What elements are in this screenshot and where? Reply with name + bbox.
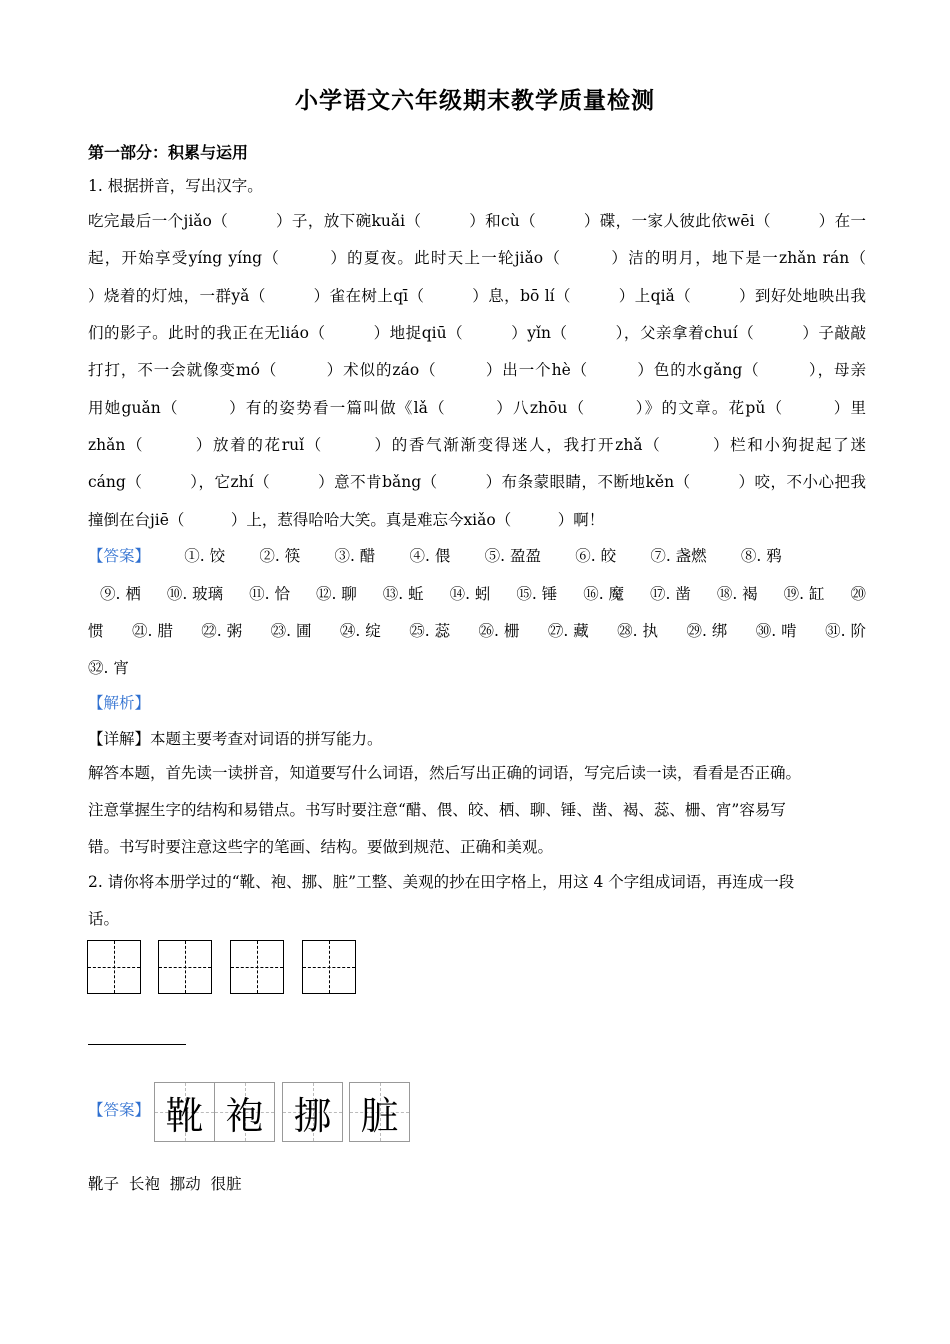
answer-item: ㉓. 圃 xyxy=(270,622,312,640)
answer-item: ⑦. 盏燃 xyxy=(650,547,707,565)
page-title: 小学语文六年级期末教学质量检测 xyxy=(295,88,655,114)
answer-item: ㉑. 腊 xyxy=(131,622,173,640)
answer-char: 挪 xyxy=(293,1093,332,1138)
q1-text-line: 们的影子。此时的我正在无liáo（ ）地捉qiū（ ）yǐn（ ），父亲拿着chuí（ ）子敲敲 xyxy=(88,324,866,342)
q2-answer-label: 【答案】 xyxy=(88,1101,151,1119)
answer-char: 袍 xyxy=(225,1093,264,1138)
answer-item: ⑩. 玻璃 xyxy=(166,585,224,603)
answer-char-box xyxy=(154,1082,215,1142)
q1-text-line: zhǎn（ ）放着的花ruǐ（ ）的香气渐渐变得迷人，我打开zhǎ（ ）栏和小狗捉起了迷 xyxy=(88,436,866,454)
explain-line: 解答本题，首先读一读拼音，知道要写什么词语，然后写出正确的词语，写完后读一读，看看是否正确。 xyxy=(88,764,802,782)
answers-row xyxy=(88,545,866,567)
answer-item: ㉔. 绽 xyxy=(339,622,381,640)
analysis-label: 【解析】 xyxy=(88,694,151,712)
answer-item: ⑱. 褐 xyxy=(716,585,758,603)
q2-prompt: 2. 请你将本册学过的“靴、袍、挪、脏”工整、美观的抄在田字格上，用这 4 个字组成词语，再连成一段 xyxy=(88,873,795,891)
answer-item: ㉙. 绑 xyxy=(686,622,728,640)
answer-char: 脏 xyxy=(360,1093,399,1138)
q2-words: 靴子 长袍 挪动 很脏 xyxy=(88,1175,242,1193)
answer-item: ③. 醋 xyxy=(334,547,376,565)
answer-item: ⑪. 恰 xyxy=(249,585,290,603)
tianzige-box[interactable] xyxy=(302,940,356,994)
answer-item: ④. 偎 xyxy=(409,547,451,565)
answer-item: ⑳ xyxy=(850,585,866,603)
answer-item: ㉜. 宵 xyxy=(88,659,129,677)
answer-underline xyxy=(88,1044,186,1045)
answer-char-box xyxy=(349,1082,410,1142)
q1-prompt: 1. 根据拼音，写出汉字。 xyxy=(88,177,263,195)
q1-text-line: ）烧着的灯烛，一群yǎ（ ）雀在树上qī（ ）息，bō lí（ ）上qiǎ（ ）到好处地映出我 xyxy=(88,287,866,305)
q1-text-line: 用她guǎn（ ）有的姿势看一篇叫做《lǎ（ ）八zhōu（ ）》的文章。花pǔ（ ）里 xyxy=(88,399,866,417)
answer-char-box xyxy=(214,1082,275,1142)
tianzige-box[interactable] xyxy=(158,940,212,994)
answer-char: 靴 xyxy=(165,1093,204,1138)
answer-item: ⑨. 栖 xyxy=(100,585,141,603)
answer-item: ㉘. 执 xyxy=(617,622,659,640)
answer-item: ⑥. 皎 xyxy=(575,547,617,565)
explain-line: 注意掌握生字的结构和易错点。书写时要注意“醋、偎、皎、栖、聊、锤、凿、褐、蕊、栅、宵”容易写 xyxy=(88,801,786,819)
answer-item: ㉗. 藏 xyxy=(547,622,589,640)
answer-item: ⑰. 凿 xyxy=(650,585,691,603)
answer-item: ⑯. 魔 xyxy=(583,585,625,603)
detail-text: 【详解】本题主要考查对词语的拼写能力。 xyxy=(88,730,383,748)
answer-char-box xyxy=(282,1082,343,1142)
answer-item: ⑫. 聊 xyxy=(315,585,357,603)
answer-item: ⑭. 蚓 xyxy=(449,585,491,603)
answer-item: ㉖. 栅 xyxy=(478,622,520,640)
answers-row xyxy=(100,583,866,605)
q2-prompt: 话。 xyxy=(88,910,120,928)
answer-label: 【答案】 xyxy=(88,547,151,565)
q1-text-line: 打打，不一会就像变mó（ ）术似的záo（ ）出一个hè（ ）色的水gǎng（ ），母亲 xyxy=(88,361,866,379)
answers-row xyxy=(88,620,866,642)
answer-item: ⑧. 鸦 xyxy=(740,547,782,565)
answer-item: ⑮. 锤 xyxy=(516,585,558,603)
q1-text-line: 起，开始享受yíng yíng（ ）的夏夜。此时天上一轮jiǎo（ ）洁的明月，地下是一zhǎn rán（ xyxy=(88,249,866,267)
answer-item: ⑤. 盈盈 xyxy=(484,547,541,565)
answer-item: ②. 筷 xyxy=(259,547,301,565)
q1-text-line: cáng（ ），它zhí（ ）意不肯bǎng（ ）布条蒙眼睛，不断地kěn（ ）咬，不小心把我 xyxy=(88,473,866,491)
q1-text-line: 撞倒在台jiē（ ）上，惹得哈哈大笑。真是难忘今xiǎo（ ）啊！ xyxy=(88,511,605,529)
answer-item: ㉛. 阶 xyxy=(825,622,866,640)
answer-item: 惯 xyxy=(88,622,104,640)
q1-text-line: 吃完最后一个jiǎo（ ）子，放下碗kuǎi（ ）和cù（ ）碟，一家人彼此依wēi（ ）在一 xyxy=(88,212,866,230)
answer-item: ㉕. 蕊 xyxy=(409,622,451,640)
tianzige-box[interactable] xyxy=(87,940,141,994)
answer-item: ⑬. 蚯 xyxy=(382,585,424,603)
section-heading: 第一部分：积累与运用 xyxy=(88,143,249,162)
answer-item: ⑲. 缸 xyxy=(783,585,825,603)
answer-item: ①. 饺 xyxy=(184,547,226,565)
answer-item: ㉚. 啃 xyxy=(755,622,797,640)
explain-line: 错。书写时要注意这些字的笔画、结构。要做到规范、正确和美观。 xyxy=(88,838,554,856)
tianzige-box[interactable] xyxy=(230,940,284,994)
answer-item: ㉒. 粥 xyxy=(201,622,243,640)
